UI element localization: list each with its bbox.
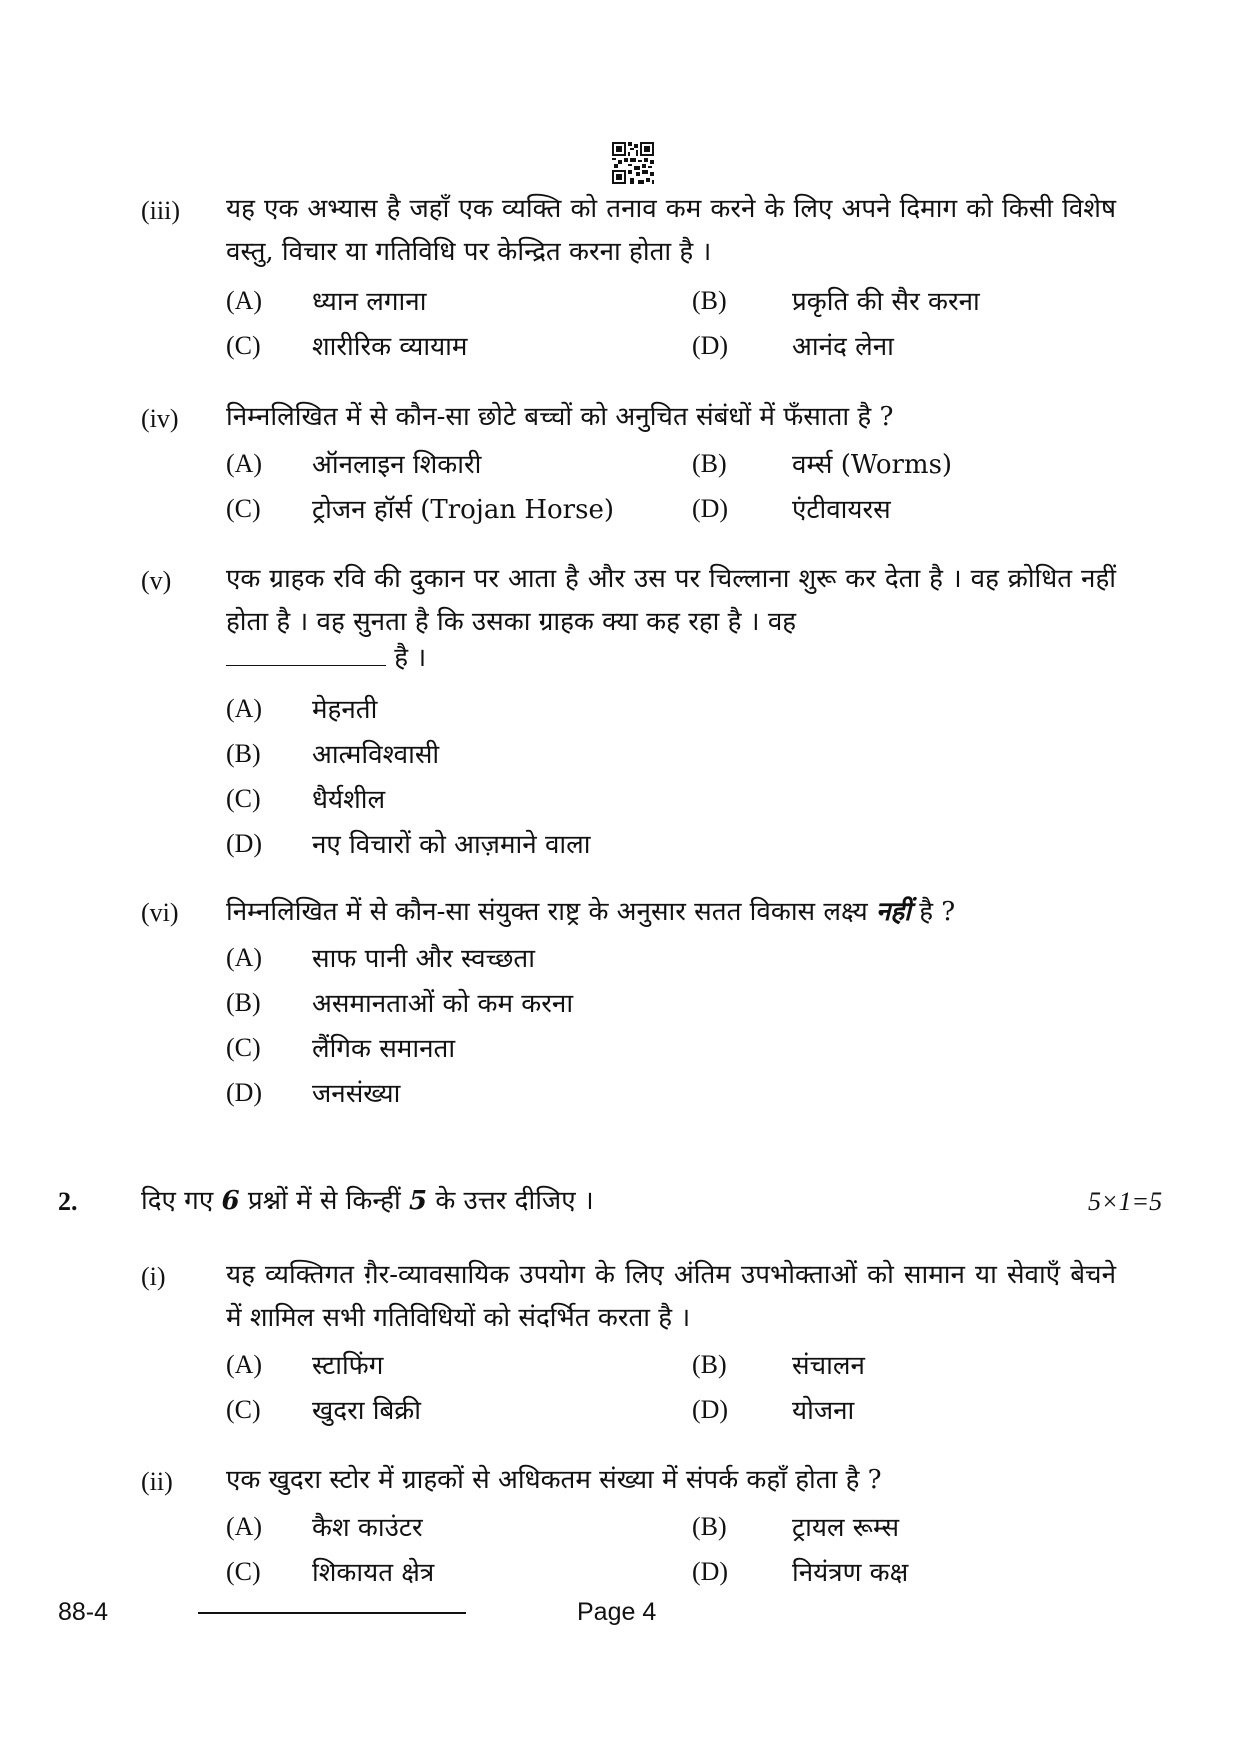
option-text: संचालन (792, 1351, 865, 1381)
option-label: (C) (226, 331, 261, 360)
option-text: असमानताओं को कम करना (312, 989, 574, 1019)
footer-rule (198, 1612, 466, 1614)
option-text: ध्यान लगाना (312, 287, 427, 317)
question-text-after: है ? (919, 897, 956, 927)
option-text: ट्रोजन हॉर्स (Trojan Horse) (312, 495, 614, 525)
option-text: लैंगिक समानता (312, 1034, 456, 1064)
question-text-before: निम्नलिखित में से कौन-सा संयुक्त राष्ट्र के अनुसार सतत विकास लक्ष्य (226, 897, 868, 927)
option-text: आत्मविश्वासी (312, 740, 440, 770)
option-label: (B) (226, 988, 261, 1017)
option-label: (C) (226, 494, 261, 523)
option-label: (D) (692, 331, 729, 360)
option-label: (A) (226, 1512, 263, 1541)
option-label: (A) (226, 1350, 263, 1379)
instruction-part: प्रश्नों में से किन्हीं (247, 1186, 401, 1216)
instruction-part: के उत्तर दीजिए । (435, 1186, 594, 1216)
option-text: मेहनती (312, 695, 378, 725)
option-label: (C) (226, 1557, 261, 1586)
option-text: योजना (792, 1396, 855, 1426)
option-text: खुदरा बिक्री (312, 1396, 421, 1426)
question-number: (iv) (141, 404, 179, 433)
option-label: (B) (692, 449, 727, 478)
option-label: (D) (226, 829, 263, 858)
option-label: (A) (226, 449, 263, 478)
option-label: (C) (226, 1033, 261, 1062)
question-number: (i) (141, 1262, 166, 1291)
question-text: यह एक अभ्यास है जहाँ एक व्यक्ति को तनाव कम करने के लिए अपने दिमाग को किसी विशेष वस्तु, विचार या गतिविधि पर केन्द्रित करना होता है । (226, 194, 1116, 267)
option-text: नियंत्रण कक्ष (792, 1558, 909, 1588)
question-text (226, 890, 955, 934)
paper-code: 88-4 (58, 1598, 109, 1626)
option-text: शिकायत क्षेत्र (312, 1558, 435, 1588)
option-text: ट्रायल रूम्स (792, 1513, 900, 1543)
option-label: (D) (692, 1395, 729, 1424)
blank (226, 639, 386, 666)
answer-blank-line (226, 636, 426, 680)
section-instruction (141, 1179, 594, 1223)
option-label: (B) (226, 739, 261, 768)
marks: 5×1=5 (1088, 1187, 1163, 1216)
option-label: (B) (692, 1350, 727, 1379)
option-text: शारीरिक व्यायाम (312, 332, 468, 362)
question-number: (v) (141, 566, 172, 595)
option-text: स्टाफिंग (312, 1351, 384, 1381)
question-text: निम्नलिखित में से कौन-सा छोटे बच्चों को अनुचित संबंधों में फँसाता है ? (226, 402, 894, 432)
option-label: (B) (692, 1512, 727, 1541)
option-text: नए विचारों को आज़माने वाला (312, 830, 591, 860)
option-label: (C) (226, 784, 261, 813)
qr-code (612, 142, 654, 184)
instruction-count: 5 (408, 1186, 428, 1216)
question-number: (ii) (141, 1467, 173, 1496)
option-text: आनंद लेना (792, 332, 894, 362)
option-text: ऑनलाइन शिकारी (312, 450, 482, 480)
option-text: वर्म्स (Worms) (792, 450, 953, 480)
option-text: जनसंख्या (312, 1079, 401, 1109)
option-label: (A) (226, 286, 263, 315)
question-text: यह व्यक्तिगत ग़ैर-व्यावसायिक उपयोग के लिए अंतिम उपभोक्ताओं को सामान या सेवाएँ बेचने में शामिल सभी गतिविधियों को संदर्भित करता है । (226, 1260, 1116, 1333)
option-label: (B) (692, 286, 727, 315)
option-label: (A) (226, 943, 263, 972)
instruction-part: दिए गए (141, 1186, 214, 1216)
question-number: (vi) (141, 898, 179, 927)
option-text: एंटीवायरस (792, 495, 891, 525)
question-number: (iii) (141, 196, 180, 225)
option-label: (D) (692, 1557, 729, 1586)
instruction-count: 6 (221, 1186, 240, 1216)
question-text: एक खुदरा स्टोर में ग्राहकों से अधिकतम संख्या में संपर्क कहाँ होता है ? (226, 1465, 882, 1495)
option-label: (D) (692, 494, 729, 523)
option-text: धैर्यशील (312, 785, 386, 815)
option-label: (D) (226, 1078, 263, 1107)
page-number: Page 4 (577, 1598, 657, 1626)
option-label: (C) (226, 1395, 261, 1424)
question-text-end: है । (394, 643, 427, 673)
option-text: प्रकृति की सैर करना (792, 287, 980, 317)
emphasis-not: नहीं (875, 897, 911, 927)
option-text: कैश काउंटर (312, 1513, 423, 1543)
section-number: 2. (58, 1187, 78, 1216)
option-label: (A) (226, 694, 263, 723)
question-text: एक ग्राहक रवि की दुकान पर आता है और उस पर चिल्लाना शुरू कर देता है । वह क्रोधित नहीं होता है । वह सुनता है कि उसका ग्राहक क्या कह रहा है । वह (226, 564, 1116, 637)
option-text: साफ पानी और स्वच्छता (312, 944, 535, 974)
